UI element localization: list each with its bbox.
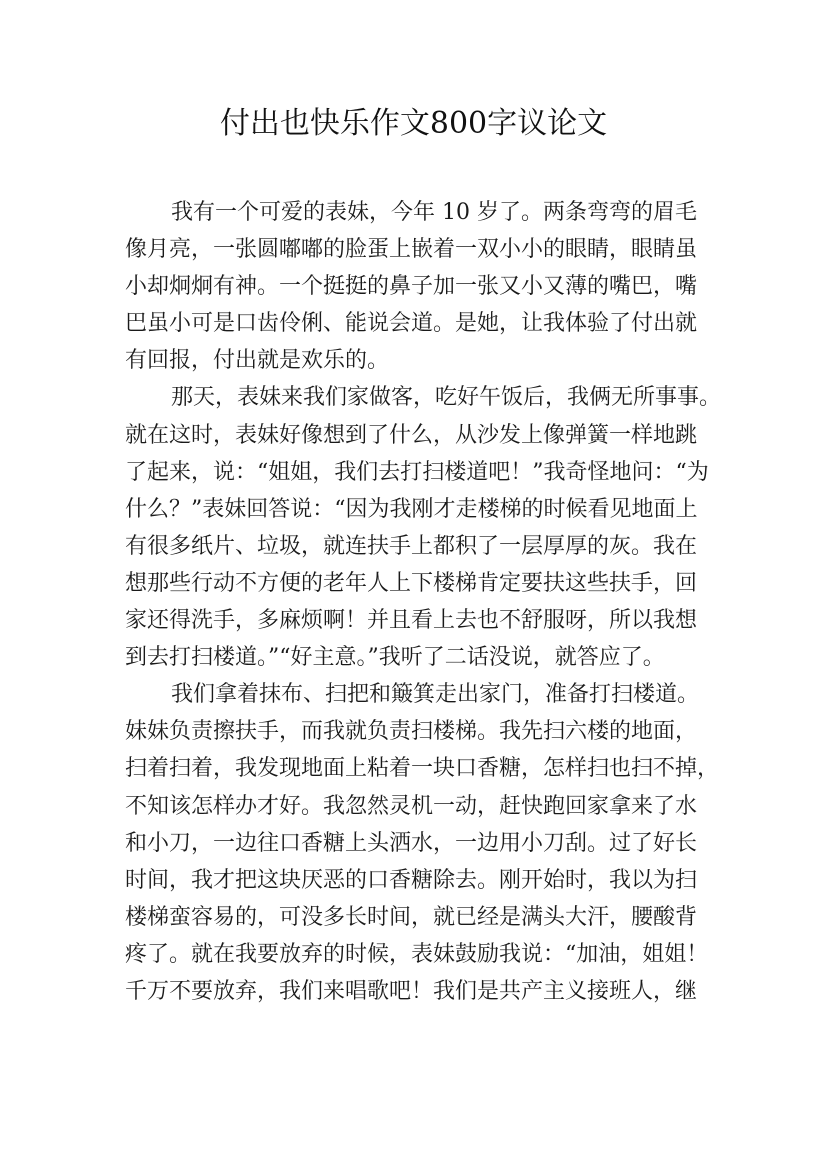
text-line: 我们拿着抹布、扫把和簸箕走出家门，准备打扫楼道。 xyxy=(171,682,700,708)
text-line: 和小刀，一边往口香糖上头洒水，一边用小刀刮。过了好长 xyxy=(125,830,698,856)
text-line: 了起来，说：“姐姐，我们去打扫楼道吧！”我奇怪地问：“为 xyxy=(125,459,709,485)
text-line: 那天，表妹来我们家做客，吃好午饭后，我俩无所事事。 xyxy=(171,385,722,411)
text-line: 妹妹负责擦扶手，而我就负责扫楼梯。我先扫六楼的地面， xyxy=(125,719,698,745)
text-line: 有回报，付出就是欢乐的。 xyxy=(125,348,390,374)
text-line: 家还得洗手，多麻烦啊！并且看上去也不舒服呀，所以我想 xyxy=(125,608,698,634)
document-title: 付出也快乐作文800字议论文 xyxy=(219,106,608,141)
text-line: 到去打扫楼道。”“好主意。”我听了二话没说，就答应了。 xyxy=(125,645,665,671)
text-line: 想那些行动不方便的老年人上下楼梯肯定要扶这些扶手，回 xyxy=(125,570,698,596)
text-line: 什么？”表妹回答说：“因为我刚才走楼梯的时候看见地面上 xyxy=(125,496,698,522)
text-line: 我有一个可爱的表妹，今年 10 岁了。两条弯弯的眉毛 xyxy=(171,200,697,225)
text-line: 不知该怎样办才好。我忽然灵机一动，赶快跑回家拿来了水 xyxy=(125,793,698,819)
text-line: 疼了。就在我要放弃的时候，表妹鼓励我说：“加油，姐姐！ xyxy=(125,941,709,967)
text-line: 扫着扫着，我发现地面上粘着一块口香糖，怎样扫也扫不掉， xyxy=(125,756,720,782)
text-line: 楼梯蛮容易的，可没多长时间，就已经是满头大汗，腰酸背 xyxy=(125,904,698,930)
text-line: 有很多纸片、垃圾，就连扶手上都积了一层厚厚的灰。我在 xyxy=(125,533,698,559)
text-line: 小却炯炯有神。一个挺挺的鼻子加一张又小又薄的嘴巴，嘴 xyxy=(125,274,698,300)
text-line: 时间，我才把这块厌恶的口香糖除去。刚开始时，我以为扫 xyxy=(125,867,698,893)
essay-body xyxy=(125,194,725,1010)
text-line: 巴虽小可是口齿伶俐、能说会道。是她，让我体验了付出就 xyxy=(125,311,698,337)
text-line: 像月亮，一张圆嘟嘟的脸蛋上嵌着一双小小的眼睛，眼睛虽 xyxy=(125,237,698,263)
text-line: 千万不要放弃，我们来唱歌吧！我们是共产主义接班人，继 xyxy=(125,978,698,1004)
text-line: 就在这时，表妹好像想到了什么，从沙发上像弹簧一样地跳 xyxy=(125,422,698,448)
